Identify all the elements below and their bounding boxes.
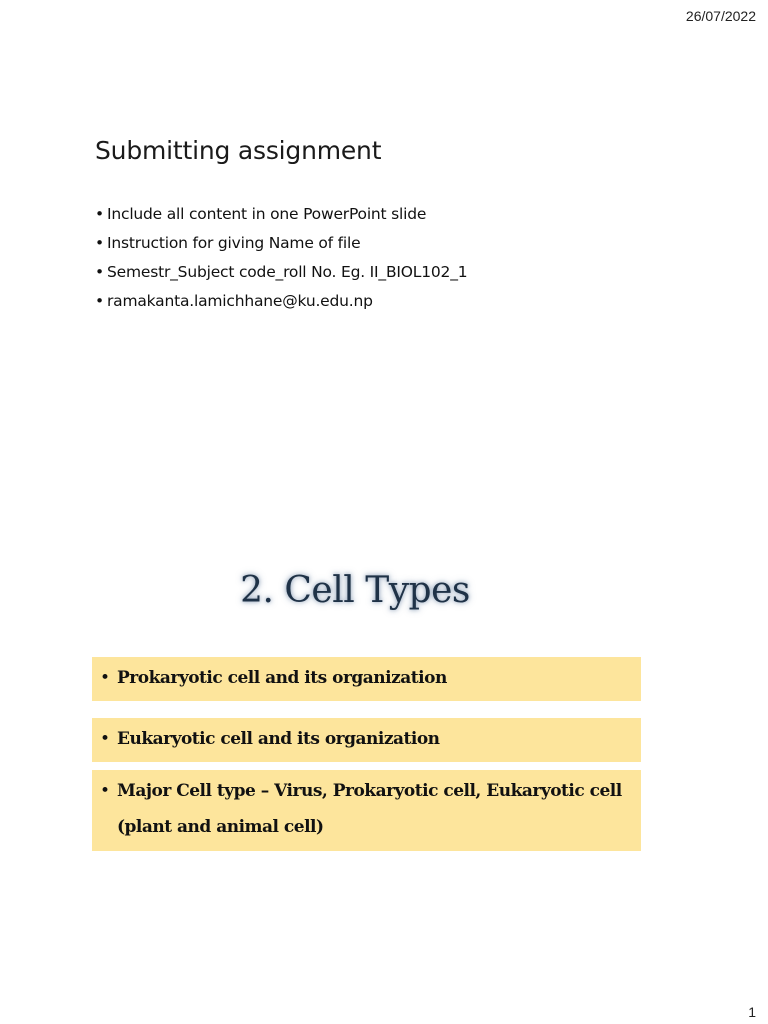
- list-item-text: Include all content in one PowerPoint slide: [107, 205, 427, 223]
- list-item-text: Instruction for giving Name of file: [107, 234, 361, 252]
- box-text: Major Cell type – Virus, Prokaryotic cell, Eukaryotic cell (plant and animal cell): [117, 781, 622, 837]
- box-text: Eukaryotic cell and its organization: [117, 729, 440, 749]
- list-item-text: Semestr_Subject code_roll No. Eg. II_BIOL102_1: [107, 263, 468, 281]
- highlight-box-eukaryotic: [92, 718, 641, 762]
- slide1-title: Submitting assignment: [95, 136, 382, 165]
- box-text: Prokaryotic cell and its organization: [117, 668, 447, 688]
- highlight-box-prokaryotic: [92, 657, 641, 701]
- bullet-icon: •: [100, 668, 110, 688]
- slide-date: 26/07/2022: [685, 8, 756, 24]
- slide1-bullet-list: [95, 200, 467, 316]
- list-item: [95, 287, 467, 316]
- highlight-box-major-cell-types: [92, 770, 641, 851]
- list-item: [95, 229, 467, 258]
- bullet-icon: •: [95, 263, 104, 281]
- email-link[interactable]: ramakanta.lamichhane@ku.edu.np: [107, 292, 373, 310]
- slide2-title: 2. Cell Types: [240, 570, 470, 611]
- bullet-icon: •: [95, 234, 104, 252]
- list-item: [95, 200, 467, 229]
- bullet-icon: •: [100, 781, 110, 801]
- list-item: [95, 258, 467, 287]
- bullet-icon: •: [95, 205, 104, 223]
- bullet-icon: •: [95, 292, 104, 310]
- bullet-icon: •: [100, 729, 110, 749]
- page-number: 1: [748, 1004, 756, 1020]
